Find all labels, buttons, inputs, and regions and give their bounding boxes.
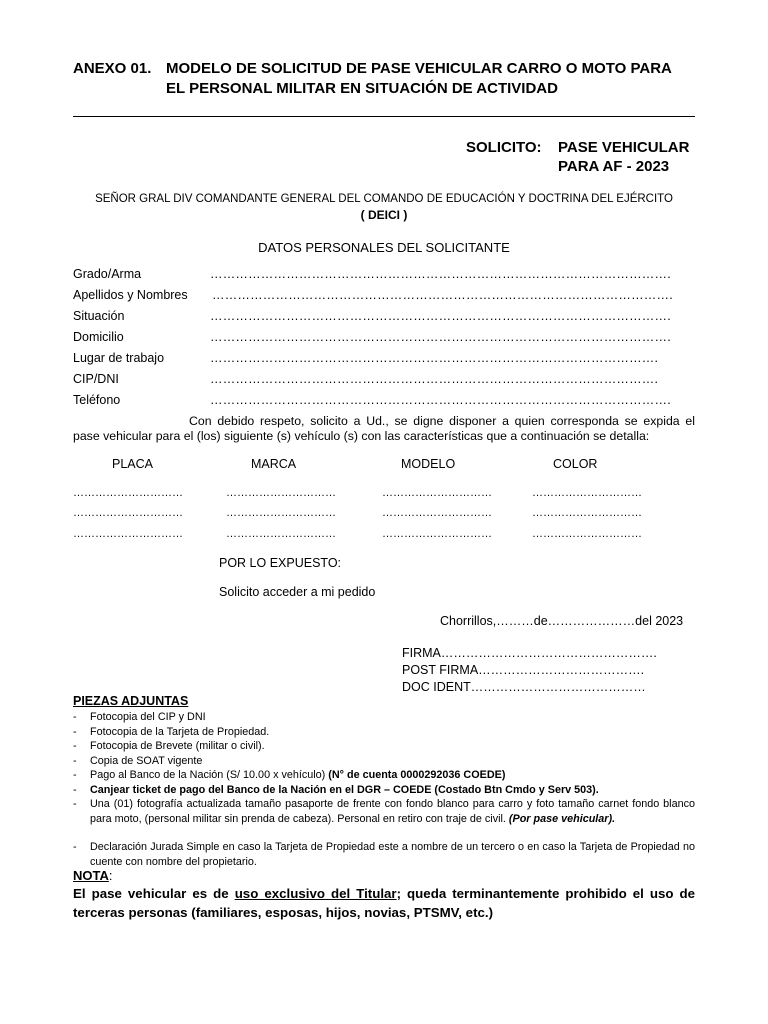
- list-item: [73, 725, 695, 740]
- field-label-grado: Grado/Arma: [73, 267, 142, 281]
- field-label-apellidos: Apellidos y Nombres: [73, 288, 188, 302]
- attachment-item-2: Fotocopia de la Tarjeta de Propiedad.: [90, 725, 270, 738]
- list-dash: -: [73, 769, 77, 781]
- attachments-heading: PIEZAS ADJUNTAS: [73, 694, 189, 708]
- field-label-situacion: Situación: [73, 309, 125, 323]
- addressee-line2: ( DEICI ): [360, 208, 408, 222]
- addressee-line1: SEÑOR GRAL DIV COMANDANTE GENERAL DEL COMANDO DE EDUCACIÓN Y DOCTRINA DEL EJÉRCITO: [95, 193, 673, 205]
- list-dash: -: [73, 725, 77, 738]
- col-header-modelo: MODELO: [401, 457, 456, 471]
- solicito-label: SOLICITO:: [466, 139, 542, 156]
- note-label: NOTA: [73, 868, 109, 883]
- list-item: [73, 840, 695, 869]
- note-label-wrap: [73, 868, 113, 883]
- field-label-cip-dni: CIP/DNI: [73, 372, 119, 386]
- attachment-item-7-note: (Por pase vehicular).: [508, 812, 616, 825]
- list-dash: -: [73, 783, 77, 796]
- field-dots-cip-dni[interactable]: …………………………………………………………………………………………….: [210, 372, 659, 386]
- attachment-item-5-text: Pago al Banco de la Nación (S/ 10.00 x vehículo): [90, 769, 329, 781]
- header-divider: [73, 116, 695, 117]
- table-cell-color-2[interactable]: …………………………: [532, 507, 642, 519]
- document-title-line2: EL PERSONAL MILITAR EN SITUACIÓN DE ACTIVIDAD: [166, 80, 558, 97]
- attachment-item-7-text: Una (01) fotografía actualizada tamaño pasaporte de frente con fondo blanco para carro y foto tamaño carnet fondo blanco para moto, (personal militar sin prenda de cabeza). Personal en retiro con traje de civil.: [90, 798, 695, 825]
- field-dots-apellidos[interactable]: ……………………………………………………………………………………………….: [212, 288, 673, 302]
- col-header-marca: MARCA: [251, 457, 297, 471]
- list-item: [73, 739, 695, 754]
- note-text-part2: ; queda terminantemente prohibido el uso de terceras personas (familiares, esposas, hijos, novias, PTSMV, etc.): [73, 886, 696, 920]
- attachment-item-7: [90, 797, 695, 826]
- attachment-item-6: Canjear ticket de pago del Banco de la Nación en el DGR – COEDE (Costado Btn Cmdo y Serv 503).: [90, 783, 599, 796]
- list-item: [73, 710, 695, 725]
- attachment-item-5: [90, 768, 695, 783]
- list-dash: -: [73, 798, 77, 810]
- table-cell-modelo-1[interactable]: …………………………: [382, 487, 492, 499]
- solicito-line2: PARA AF - 2023: [558, 158, 670, 175]
- solicito-acceder: Solicito acceder a mi pedido: [219, 585, 376, 599]
- table-cell-marca-2[interactable]: …………………………: [226, 507, 336, 519]
- field-dots-telefono[interactable]: ……………………………………………………………………………………………….: [210, 393, 671, 407]
- list-item: [73, 797, 695, 826]
- document-title-line1: MODELO DE SOLICITUD DE PASE VEHICULAR CARRO O MOTO PARA: [166, 60, 672, 77]
- doc-ident-line[interactable]: DOC IDENT……………………………………: [402, 680, 646, 694]
- note-text-part1: El pase vehicular es de: [73, 886, 235, 901]
- attachment-item-8: Declaración Jurada Simple en caso la Tarjeta de Propiedad este a nombre de un tercero o en caso la Tarjeta de Propiedad no cuente con nombre del propietario.: [90, 841, 695, 868]
- place-date-line[interactable]: Chorrillos,………de…………………del 2023: [440, 614, 684, 628]
- field-label-telefono: Teléfono: [73, 393, 121, 407]
- request-text-line2: pase vehicular para el (los) siguiente (s) vehículo (s) con las características que a continuación se detalla:: [73, 429, 650, 443]
- field-dots-domicilio[interactable]: ……………………………………………………………………………………………….: [210, 330, 671, 344]
- list-dash: -: [73, 841, 77, 853]
- annex-label: ANEXO 01.: [73, 60, 152, 77]
- attachment-item-5-account: (N° de cuenta 0000292036 COEDE): [328, 769, 506, 781]
- field-dots-grado[interactable]: ……………………………………………………………………………………………….: [210, 267, 671, 281]
- firma-line[interactable]: FIRMA…………………………………………….: [402, 646, 657, 660]
- table-cell-marca-1[interactable]: …………………………: [226, 487, 336, 499]
- field-label-lugar-trabajo: Lugar de trabajo: [73, 351, 165, 365]
- list-item: [73, 754, 695, 769]
- solicito-line1: PASE VEHICULAR: [558, 139, 690, 156]
- request-text-line1: Con debido respeto, solicito a Ud., se digne disponer a quien corresponda se expida el: [189, 414, 695, 428]
- personal-data-heading: DATOS PERSONALES DEL SOLICITANTE: [258, 240, 510, 255]
- note-colon: :: [108, 868, 113, 883]
- table-cell-modelo-3[interactable]: …………………………: [382, 528, 492, 540]
- table-cell-color-3[interactable]: …………………………: [532, 528, 642, 540]
- note-text-underlined: uso exclusivo del Titular: [234, 886, 397, 901]
- col-header-placa: PLACA: [112, 457, 153, 471]
- attachment-item-4: Copia de SOAT vigente: [90, 754, 203, 767]
- field-dots-situacion[interactable]: ……………………………………………………………………………………………….: [210, 309, 671, 323]
- table-cell-marca-3[interactable]: …………………………: [226, 528, 336, 540]
- table-cell-placa-3[interactable]: …………………………: [73, 528, 183, 540]
- table-cell-modelo-2[interactable]: …………………………: [382, 507, 492, 519]
- field-dots-lugar-trabajo[interactable]: …………………………………………………………………………………………….: [210, 351, 659, 365]
- por-lo-expuesto: POR LO EXPUESTO:: [219, 556, 342, 570]
- list-item: [73, 783, 695, 798]
- table-cell-color-1[interactable]: …………………………: [532, 487, 642, 499]
- table-cell-placa-1[interactable]: …………………………: [73, 487, 183, 499]
- list-item: [73, 768, 695, 783]
- attachment-item-3: Fotocopia de Brevete (militar o civil).: [90, 740, 265, 752]
- list-dash: -: [73, 711, 77, 723]
- table-cell-placa-2[interactable]: …………………………: [73, 507, 183, 519]
- col-header-color: COLOR: [553, 457, 598, 471]
- note-text: [73, 884, 695, 922]
- attachment-item-1: Fotocopia del CIP y DNI: [90, 711, 206, 723]
- list-dash: -: [73, 740, 77, 752]
- list-dash: -: [73, 754, 77, 767]
- post-firma-line[interactable]: POST FIRMA………………………………….: [402, 663, 645, 677]
- field-label-domicilio: Domicilio: [73, 330, 124, 344]
